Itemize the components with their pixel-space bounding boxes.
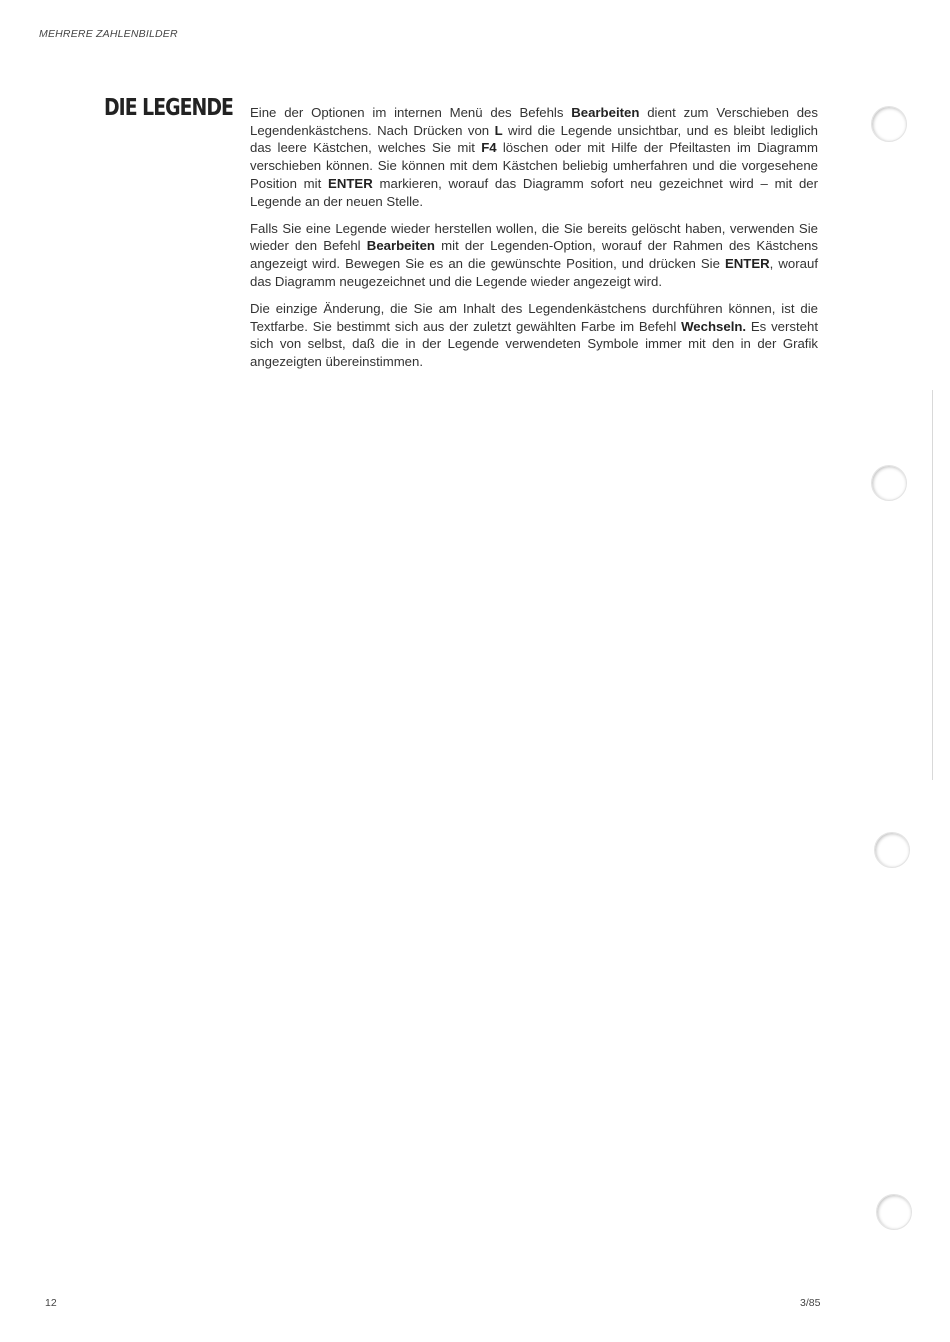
paragraph-1 [250, 104, 818, 210]
bold-term: Bearbeiten [366, 238, 435, 254]
page-number: 12 [45, 1297, 57, 1309]
text-run: Die einzige Änderung, die Sie am Inhalt des Legendenkästchens durchführen können, ist die Textfarbe. Sie bestimmt sich aus der zuletzt gewählten Farbe im Befehl [250, 301, 818, 334]
bold-term: ENTER [724, 256, 770, 272]
text-run: dient zum Verschieben des Legendenkästchens. Nach Drücken von [250, 105, 818, 138]
page-date: 3/85 [800, 1297, 821, 1309]
paragraph-3 [250, 300, 818, 371]
text-run: , worauf das Diagramm neugezeichnet und die Legende wieder angezeigt wird. [250, 256, 818, 289]
text-run: mit der Legenden-Option, worauf der Rahmen des Kästchens angezeigt wird. Bewegen Sie es an die gewünschte Position, und drücken Sie [250, 238, 818, 272]
punch-hole [874, 832, 910, 868]
bold-term: Wechseln. [681, 318, 747, 334]
bold-term: F4 [481, 140, 497, 156]
punch-hole [871, 106, 907, 142]
punch-hole [876, 1194, 912, 1230]
text-run: wird die Legende unsichtbar, und es bleibt lediglich das leere Kästchen, welches Sie mit [250, 122, 818, 156]
text-run: Eine der Optionen im internen Menü des Befehls [250, 105, 572, 120]
page-edge [932, 390, 933, 780]
bold-term: L [494, 122, 503, 138]
text-run: Falls Sie eine Legende wieder herstellen wollen, die Sie bereits gelöscht haben, verwenden Sie wieder den Befehl [250, 220, 818, 254]
running-header: MEHRERE ZAHLENBILDER [39, 28, 178, 40]
text-run: markieren, worauf das Diagramm sofort neu gezeichnet wird – mit der Legende an der neuen Stelle. [250, 175, 819, 209]
bold-term: Bearbeiten [571, 105, 640, 120]
section-title: DIE LEGENDE [104, 95, 233, 121]
paragraph-2 [250, 220, 818, 291]
text-run: löschen oder mit Hilfe der Pfeiltasten im Diagramm verschieben können. Sie können mit dem Kästchen beliebig umherfahren und die vorgesehene Position mit [250, 140, 818, 191]
punch-hole [871, 465, 907, 501]
bold-term: ENTER [328, 175, 373, 191]
body-text [250, 104, 818, 380]
text-run: Es versteht sich von selbst, daß die in der Legende verwendeten Symbole immer mit den in der Grafik angezeigten übereinstimmen. [250, 318, 818, 370]
